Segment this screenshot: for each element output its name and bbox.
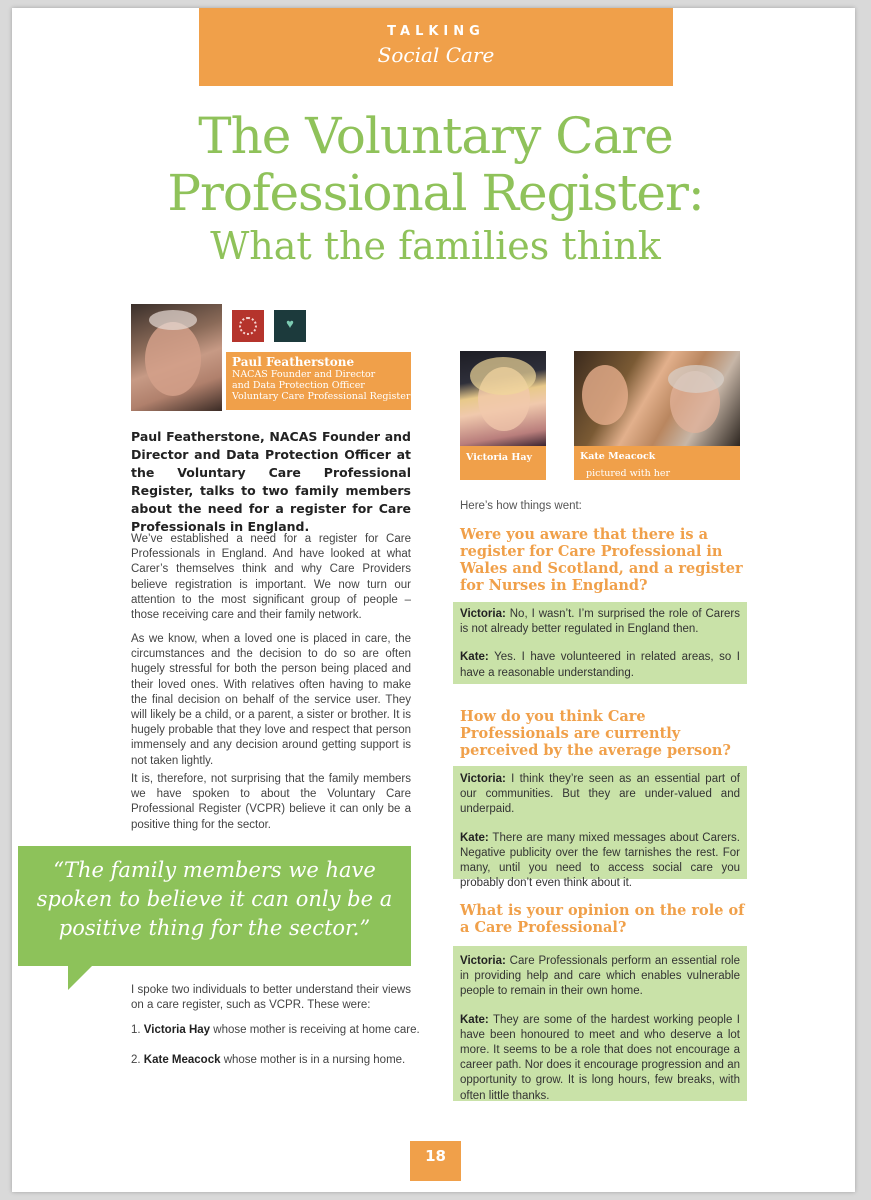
article-intro: Paul Featherstone, NACAS Founder and Director and Data Protection Officer at the Voluntary Care Professional Register, talks to two family members about the need for a register for Care Professionals in England. — [131, 429, 411, 534]
answer-box — [453, 946, 747, 1101]
vcpr-logo: ♥ — [274, 310, 306, 342]
kate-caption-name: Kate Meacock — [580, 451, 656, 462]
body-paragraph: As we know, when a loved one is placed in care, the circumstances and the decision to do so are often hugely stressful for both the person being placed and their loved ones. With relatives often having to make the final decision on behalf of the service user. They will likely be a child, or a parent, a sister or brother. It is hugely probable that they love and respect that person immensely and any decision around getting support is not taken lightly. — [131, 633, 411, 767]
list-number: 1. — [131, 1024, 141, 1036]
pull-quote-line3: positive thing for the sector.” — [58, 916, 371, 940]
answer-paragraph — [453, 818, 747, 892]
author-photo — [131, 304, 222, 411]
answer-paragraph — [453, 766, 747, 818]
author-role-line2: and Data Protection Officer — [232, 380, 365, 391]
list-description: whose mother is receiving at home care. — [210, 1024, 420, 1036]
author-role-line3: Voluntary Care Professional Register — [232, 391, 411, 402]
answer-speaker: Victoria: — [460, 773, 506, 785]
list-description: whose mother is in a nursing home. — [220, 1054, 406, 1066]
answer-speaker: Kate: — [460, 831, 489, 844]
answer-speaker: Victoria: — [460, 955, 506, 967]
author-info-box — [226, 352, 411, 410]
kate-caption — [574, 446, 740, 508]
interview-question: Were you aware that there is a register for Care Professional in Wales and Scotland, and a register for Nurses in England? — [460, 526, 743, 594]
article-title-line1: The Voluntary Care — [198, 107, 673, 165]
interview-question: How do you think Care Professionals are currently perceived by the average person? — [460, 708, 731, 759]
pull-quote-tail — [68, 966, 92, 990]
author-role-line1: NACAS Founder and Director — [232, 369, 376, 380]
answer-text: Yes. I have volunteered in related areas, so I have a reasonable understanding. — [460, 651, 740, 679]
body-paragraph: It is, therefore, not surprising that the family members we have spoken to about the Voluntary Care Professional Register (VCPR) believe it can only be a positive thing for the sector. — [131, 773, 411, 831]
list-item — [131, 1024, 420, 1036]
section-banner — [199, 8, 673, 86]
lead-in-text: Here’s how things went: — [460, 500, 582, 512]
pull-quote-line2: spoken to believe it can only be a — [36, 887, 393, 911]
answer-box — [453, 766, 747, 890]
answer-speaker: Victoria: — [460, 608, 506, 620]
list-person-name: Victoria Hay — [143, 1024, 211, 1036]
answer-text: No, I wasn’t. I’m surprised the role of Carers is not already better regulated in England then. — [460, 608, 740, 636]
answer-text: There are many mixed messages about Carers. Negative publicity over the few tarnishes the rest. For many, until you need to access social care you probably don’t even think about it. — [460, 831, 740, 890]
page-number: 18 — [410, 1141, 461, 1181]
pull-quote-line1: “The family members we have — [53, 858, 376, 882]
victoria-photo — [460, 351, 546, 446]
answer-box — [453, 602, 747, 684]
answer-paragraph — [453, 946, 747, 1000]
pull-quote — [18, 846, 411, 966]
list-item — [131, 1054, 405, 1066]
victoria-caption-name: Victoria Hay — [466, 452, 533, 463]
kate-photo — [574, 351, 740, 446]
list-number: 2. — [131, 1054, 141, 1066]
victoria-caption — [460, 446, 546, 480]
answer-paragraph — [453, 1000, 747, 1104]
banner-section-label: TALKING — [387, 24, 485, 39]
kate-caption-text: pictured with her — [586, 468, 671, 479]
kate-caption-text-2: much loved mother. — [586, 497, 682, 508]
answer-text: I think they’re seen as an essential part of our communities. But they are under-valued and underpaid. — [460, 773, 740, 816]
nacas-logo — [232, 310, 264, 342]
list-person-name: Kate Meacock — [143, 1054, 221, 1066]
answer-text: Care Professionals perform an essential role in providing help and care which enables vulnerable people to remain in their own home. — [460, 955, 740, 998]
body-paragraph: I spoke two individuals to better understand their views on a care register, such as VCPR. These were: — [131, 984, 411, 1012]
article-title-line2: Professional Register: — [167, 164, 704, 222]
answer-paragraph — [453, 637, 747, 680]
author-name: Paul Featherstone — [232, 355, 355, 369]
interview-question: What is your opinion on the role of a Care Professional? — [460, 902, 745, 936]
article-subtitle: What the families think — [210, 224, 661, 268]
banner-subsection-label: Social Care — [377, 43, 495, 67]
answer-text: They are some of the hardest working people I have been honoured to meet and who deserve a lot more. It seems to be a role that does not encourage a career path. Nor does it encourage progression and an opportunity to grow. It is long hours, few breaks, with often little thanks. — [460, 1013, 740, 1102]
body-paragraph: We’ve established a need for a register for Care Professionals in England. And have looked at what Carer’s themselves think and why Care Providers believe registration is important. We now turn our attention to the most significant group of people – those receiving care and their family network. — [131, 533, 411, 622]
answer-paragraph — [453, 602, 747, 637]
answer-speaker: Kate: — [460, 651, 489, 664]
answer-speaker: Kate: — [460, 1013, 489, 1026]
